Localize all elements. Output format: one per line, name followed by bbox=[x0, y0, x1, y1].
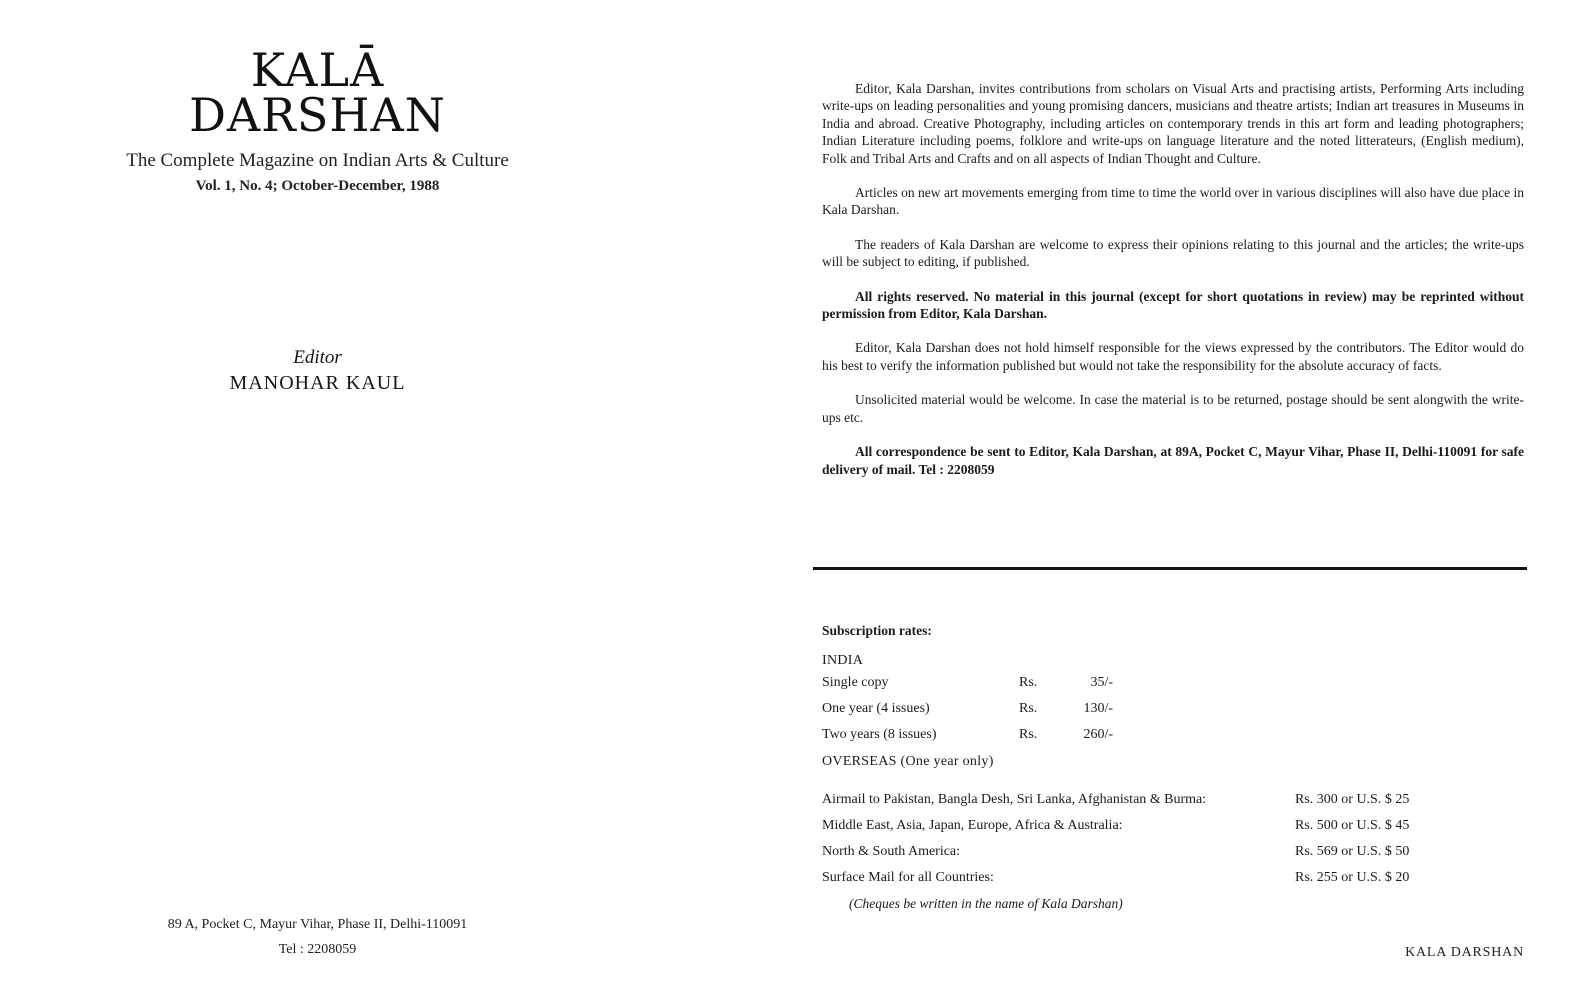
masthead bbox=[125, 43, 510, 195]
logo-line-kala: KALĀ bbox=[250, 43, 385, 97]
rate-row bbox=[822, 722, 1527, 748]
rate-currency: Rs. bbox=[1019, 675, 1038, 690]
left-page bbox=[0, 0, 760, 1000]
address-line: 89 A, Pocket C, Mayur Vihar, Phase II, Delhi-110091 bbox=[167, 917, 468, 932]
overseas-row bbox=[822, 813, 1527, 839]
rate-label: Single copy bbox=[822, 675, 889, 690]
logo-line-darshan: DARSHAN bbox=[189, 88, 446, 142]
rate-amount: 130/- bbox=[1083, 701, 1113, 716]
india-rates bbox=[822, 670, 1527, 748]
notice-paragraph-contributions: Editor, Kala Darshan, invites contributions from scholars on Visual Arts and practising artists, Performing Arts including write-ups on leading personalities and young promising dancers, musicians and theatre artists; Indian art treasures in Museums in India and abroad. Creative Photography, including articles on contemporary trends in this art form and leading photographers; Indian Literature including poems, folklore and write-ups on language literature and the noted litterateurs, (English medium), Folk and Tribal Arts and Crafts and on all aspects of Indian Thought and Culture. bbox=[822, 81, 1524, 166]
issue-info: Vol. 1, No. 4; October-December, 1988 bbox=[195, 178, 440, 194]
overseas-price: Rs. 500 or U.S. $ 45 bbox=[1295, 818, 1410, 833]
overseas-price: Rs. 569 or U.S. $ 50 bbox=[1295, 844, 1410, 859]
rate-row bbox=[822, 696, 1527, 722]
subscription-heading: Subscription rates: bbox=[822, 623, 932, 638]
rate-amount: 35/- bbox=[1090, 675, 1113, 690]
right-page bbox=[760, 0, 1579, 1000]
overseas-label: North & South America: bbox=[822, 844, 961, 859]
overseas-label: Middle East, Asia, Japan, Europe, Africa & Australia: bbox=[822, 818, 1123, 833]
overseas-row bbox=[822, 839, 1527, 865]
rate-row bbox=[822, 670, 1527, 696]
overseas-row bbox=[822, 787, 1527, 813]
notice-paragraph-disclaimer: Editor, Kala Darshan does not hold himself responsible for the views expressed by the contributors. The Editor would do his best to verify the information published but would not take the responsibility for the absolute accuracy of facts. bbox=[822, 340, 1524, 373]
editorial-notice bbox=[822, 80, 1524, 495]
rate-currency: Rs. bbox=[1019, 727, 1038, 742]
cheque-note: (Cheques be written in the name of Kala Darshan) bbox=[849, 896, 1123, 911]
magazine-tagline: The Complete Magazine on Indian Arts & Culture bbox=[126, 150, 509, 171]
overseas-price: Rs. 255 or U.S. $ 20 bbox=[1295, 870, 1410, 885]
notice-paragraph-readers: The readers of Kala Darshan are welcome to express their opinions relating to this journal and the articles; the write-ups will be subject to editing, if published. bbox=[822, 236, 1524, 270]
rate-label: Two years (8 issues) bbox=[822, 727, 937, 742]
notice-paragraph-rights: All rights reserved. No material in this journal (except for short quotations in review) may be reprinted without permission from Editor, Kala Darshan. bbox=[822, 288, 1524, 322]
editor-block bbox=[195, 346, 440, 395]
overseas-rates bbox=[822, 787, 1527, 891]
editor-name: MANOHAR KAUL bbox=[229, 372, 406, 394]
india-heading: INDIA bbox=[822, 653, 864, 668]
overseas-price: Rs. 300 or U.S. $ 25 bbox=[1295, 792, 1410, 807]
subscription-rates bbox=[822, 622, 1527, 914]
overseas-label: Surface Mail for all Countries: bbox=[822, 870, 994, 885]
notice-paragraph-art-movements: Articles on new art movements emerging from time to time the world over in various disciplines will also have due place in Kala Darshan. bbox=[822, 185, 1524, 218]
notice-paragraph-correspondence: All correspondence be sent to Editor, Kala Darshan, at 89A, Pocket C, Mayur Vihar, Phase II, Delhi-110091 for safe delivery of mail. Tel : 2208059 bbox=[822, 444, 1524, 477]
overseas-label: Airmail to Pakistan, Bangla Desh, Sri Lanka, Afghanistan & Burma: bbox=[822, 792, 1207, 807]
section-divider bbox=[813, 567, 1527, 570]
rate-label: One year (4 issues) bbox=[822, 701, 930, 716]
address-tel: Tel : 2208059 bbox=[278, 942, 357, 957]
rate-currency: Rs. bbox=[1019, 701, 1038, 716]
publisher-address bbox=[145, 912, 490, 962]
editor-label: Editor bbox=[293, 347, 342, 368]
footer-magazine-name: KALA DARSHAN bbox=[1405, 945, 1524, 960]
overseas-heading: OVERSEAS (One year only) bbox=[822, 754, 994, 769]
rate-amount: 260/- bbox=[1083, 727, 1113, 742]
notice-paragraph-unsolicited: Unsolicited material would be welcome. In case the material is to be returned, postage should be sent alongwith the write-ups etc. bbox=[822, 392, 1524, 425]
overseas-row bbox=[822, 865, 1527, 891]
